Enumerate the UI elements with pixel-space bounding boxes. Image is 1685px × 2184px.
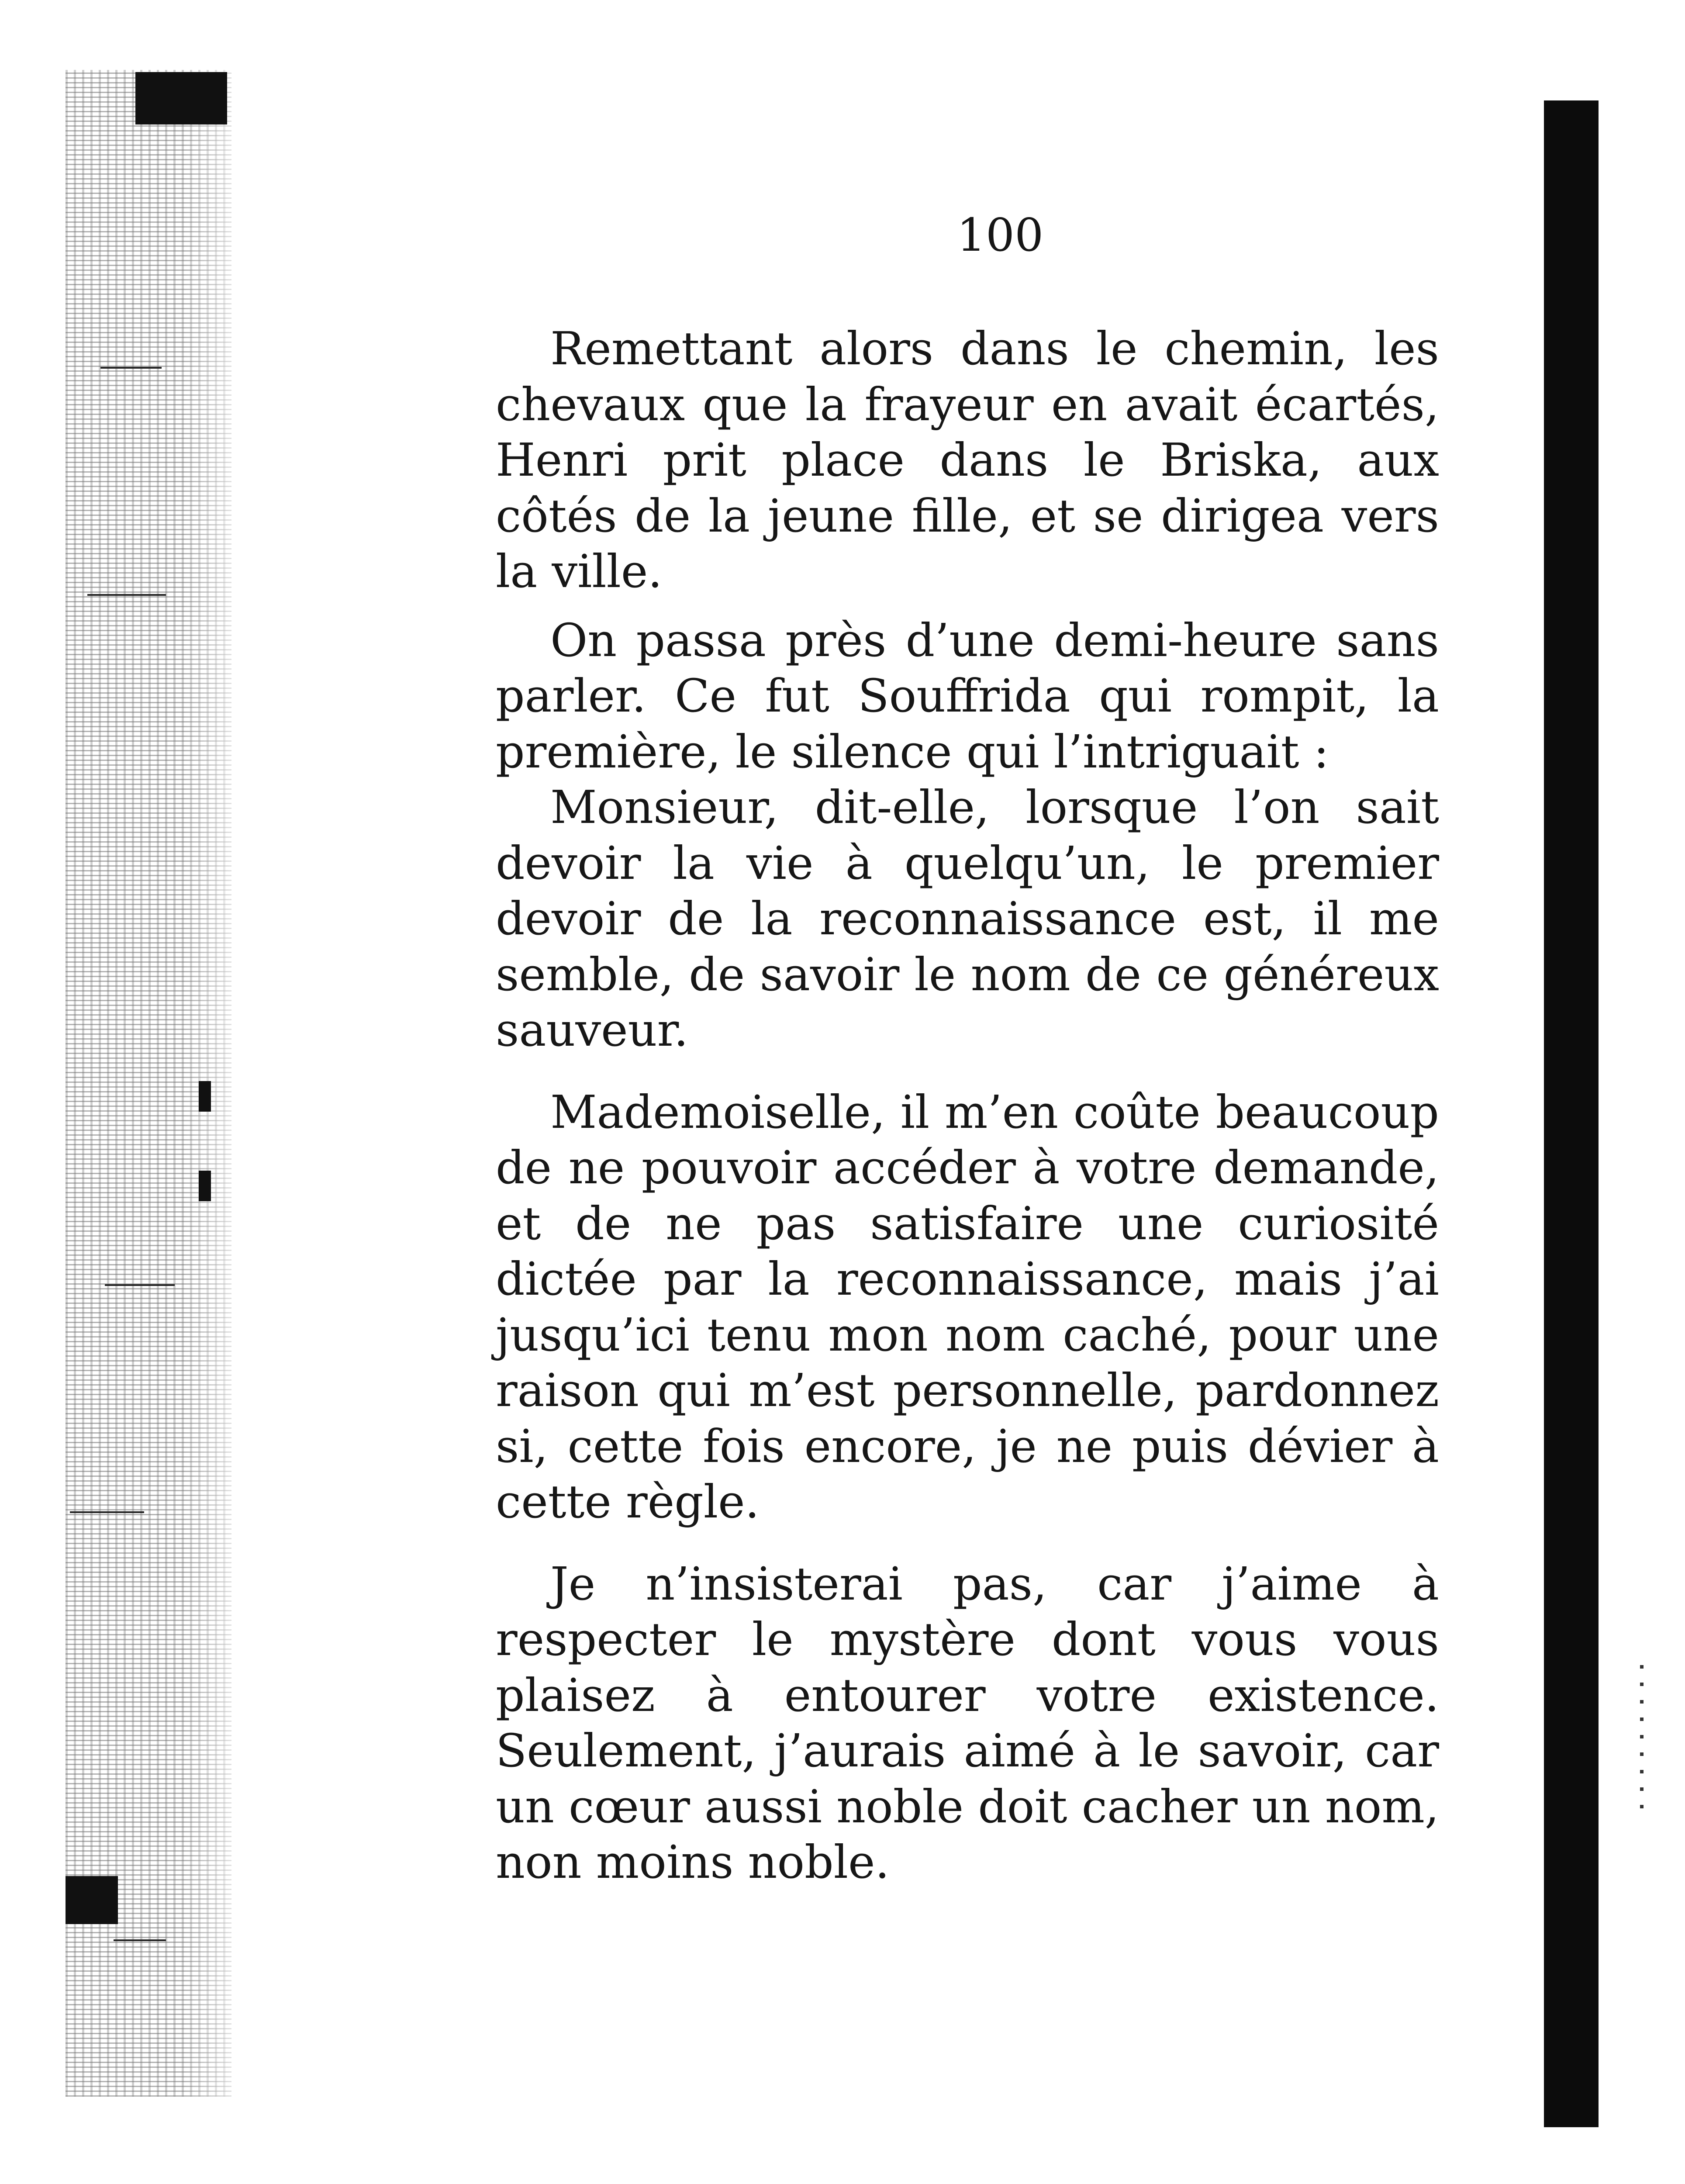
paragraph: On passa près d’une demi-heure sans parler. Ce fut Souffrida qui rompit, la première, le silence qui l’intriguait : bbox=[496, 613, 1439, 778]
scan-gutter-line bbox=[70, 1511, 144, 1513]
scan-gutter-line bbox=[100, 367, 162, 369]
paragraph: Mademoiselle, il m’en coûte beaucoup de ne pouvoir accéder à votre demande, et de ne pas satisfaire une curiosité dictée par la reconnaissance, mais j’ai jusqu’ici tenu mon nom caché, pour une raison qui m’est personnelle, pardonnez si, cette fois encore, je ne puis dévier à cette règle. bbox=[496, 1085, 1439, 1528]
body-text bbox=[496, 321, 1439, 1904]
page-edge-ticks bbox=[1640, 1651, 1644, 1808]
scan-gutter-line bbox=[114, 1939, 166, 1941]
scan-gutter-fade bbox=[183, 70, 262, 2097]
scan-gutter-line bbox=[105, 1284, 175, 1286]
scan-gutter-mark bbox=[199, 1171, 211, 1201]
paragraph: Monsieur, dit-elle, lorsque l’on sait devoir la vie à quelqu’un, le premier devoir de la reconnaissance est, il me semble, de savoir le nom de ce généreux sauveur. bbox=[496, 781, 1439, 1057]
paragraph: Je n’insisterai pas, car j’aime à respecter le mystère dont vous vous plaisez à entourer votre existence. Seulement, j’aurais aimé à le savoir, car un cœur aussi noble doit cacher un nom, non moins noble. bbox=[496, 1557, 1439, 1889]
scan-gutter-mark bbox=[135, 72, 227, 124]
scan-gutter-mark bbox=[66, 1876, 118, 1924]
scan-gutter-line bbox=[87, 594, 166, 596]
page-edge-strip bbox=[1544, 100, 1599, 2127]
scan-gutter-mark bbox=[199, 1081, 211, 1112]
page-number: 100 bbox=[956, 208, 1044, 262]
paragraph: Remettant alors dans le chemin, les chevaux que la frayeur en avait écartés, Henri prit place dans le Briska, aux côtés de la jeune fille, et se dirigea vers la ville. bbox=[496, 322, 1439, 598]
